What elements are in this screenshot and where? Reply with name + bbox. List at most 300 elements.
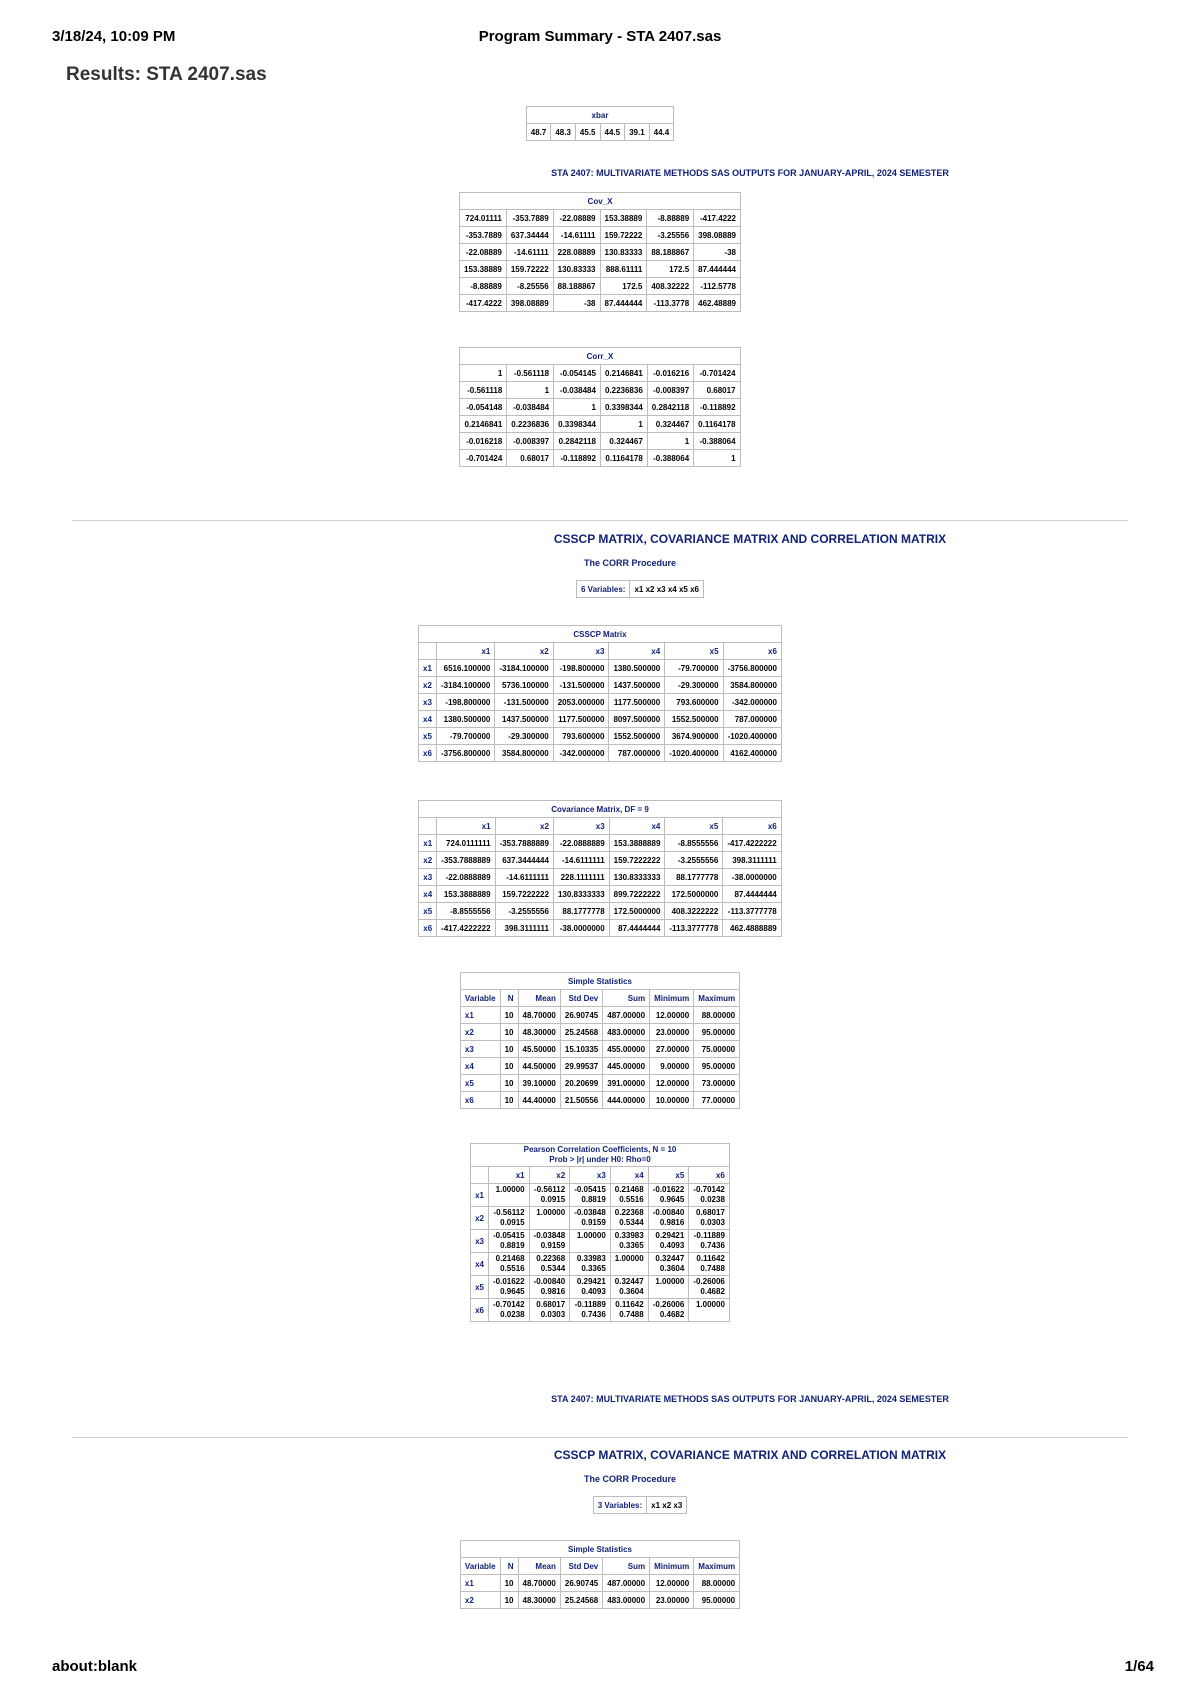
corner-cell	[471, 1167, 489, 1184]
table-cell: -0.008397	[647, 382, 693, 399]
table-cell: 26.90745	[560, 1007, 602, 1024]
header-row	[471, 1167, 730, 1184]
correlation-value: 0.22368	[536, 1254, 566, 1263]
correlation-value: -0.01622	[652, 1185, 685, 1194]
column-header: Variable	[460, 990, 500, 1007]
table-cell: -353.7888889	[495, 835, 553, 852]
covariance-table	[418, 800, 781, 937]
csscp-table	[418, 625, 782, 762]
table-cell: 75.00000	[694, 1041, 740, 1058]
divider	[72, 1437, 1128, 1438]
p-value: 0.3365	[619, 1241, 644, 1250]
xbar-table	[526, 106, 674, 141]
simple-stats-caption: Simple Statistics	[460, 1541, 739, 1558]
simple-stats-table	[460, 972, 740, 1109]
table-cell: 0.324467	[600, 433, 647, 450]
table-cell: 44.50000	[518, 1058, 560, 1075]
table-row	[471, 1184, 730, 1207]
correlation-cell	[570, 1276, 611, 1299]
table-cell: 39.1	[625, 124, 650, 141]
table-cell: 787.000000	[609, 745, 665, 762]
row-header: x5	[419, 903, 437, 920]
table-cell: 153.3888889	[609, 835, 665, 852]
table-row	[419, 677, 782, 694]
correlation-cell	[529, 1207, 570, 1230]
table-cell: 444.00000	[603, 1092, 650, 1109]
table-row	[471, 1253, 730, 1276]
table-cell: -22.08889	[553, 210, 600, 227]
table-cell: 483.00000	[603, 1592, 650, 1609]
table-cell: -417.4222	[460, 295, 507, 312]
row-header: x2	[471, 1207, 489, 1230]
xbar-block	[0, 106, 1200, 141]
table-cell: -0.054145	[554, 365, 601, 382]
table-cell: 0.68017	[694, 382, 740, 399]
corner-cell	[419, 643, 437, 660]
variables-block	[0, 1496, 1200, 1514]
table-row	[460, 1575, 739, 1592]
table-cell: -1020.400000	[723, 728, 781, 745]
table-cell: 153.38889	[600, 210, 647, 227]
simple-stats-caption: Simple Statistics	[460, 973, 739, 990]
table-cell: 724.0111111	[437, 835, 495, 852]
table-cell: 0.2842118	[554, 433, 601, 450]
table-cell: -0.118892	[554, 450, 601, 467]
table-cell: 1437.500000	[495, 711, 553, 728]
table-cell: 1437.500000	[609, 677, 665, 694]
correlation-value: -0.11889	[693, 1231, 725, 1240]
xbar-caption: xbar	[526, 107, 673, 124]
table-cell: -198.800000	[436, 694, 494, 711]
correlation-cell	[489, 1207, 530, 1230]
table-cell: 10	[500, 1092, 518, 1109]
corner-cell	[419, 818, 437, 835]
correlation-cell	[529, 1299, 570, 1322]
variables-label: 3 Variables:	[593, 1497, 646, 1514]
table-cell: 48.70000	[518, 1575, 560, 1592]
table-row	[460, 1092, 739, 1109]
column-header: Sum	[603, 990, 650, 1007]
table-cell: 9.00000	[650, 1058, 694, 1075]
correlation-cell	[489, 1253, 530, 1276]
table-cell: 130.83333	[553, 261, 600, 278]
table-cell: -342.000000	[553, 745, 609, 762]
correlation-value: -0.03848	[574, 1208, 606, 1217]
column-header: x4	[610, 1167, 648, 1184]
variables-table	[593, 1496, 688, 1514]
table-cell: 408.3222222	[665, 903, 723, 920]
column-header: x1	[437, 818, 495, 835]
table-cell: 5736.100000	[495, 677, 553, 694]
table-cell: 8097.500000	[609, 711, 665, 728]
row-header: x5	[471, 1276, 489, 1299]
header-row	[419, 818, 781, 835]
correlation-cell	[570, 1253, 611, 1276]
table-cell: 3674.900000	[665, 728, 723, 745]
table-cell: -38	[553, 295, 600, 312]
table-cell: -29.300000	[665, 677, 723, 694]
table-row	[419, 694, 782, 711]
table-cell: 3584.800000	[723, 677, 781, 694]
p-value: 0.5344	[540, 1264, 566, 1273]
table-cell: 408.32222	[647, 278, 694, 295]
table-row	[460, 295, 741, 312]
table-cell: 29.99537	[560, 1058, 602, 1075]
correlation-cell	[648, 1184, 689, 1207]
table-cell: 445.00000	[603, 1058, 650, 1075]
p-value: 0.4682	[700, 1287, 725, 1296]
csscp-block	[0, 625, 1200, 762]
table-cell: -0.054148	[460, 399, 507, 416]
table-cell: 0.324467	[647, 416, 693, 433]
table-cell: -8.25556	[506, 278, 553, 295]
table-cell: 73.00000	[694, 1075, 740, 1092]
p-value: 0.3365	[581, 1264, 606, 1273]
p-value: 0.4093	[659, 1241, 685, 1250]
table-cell: -22.0888889	[553, 835, 609, 852]
column-header: Maximum	[694, 1558, 740, 1575]
csscp-caption: CSSCP Matrix	[419, 626, 782, 643]
correlation-cell	[689, 1276, 730, 1299]
p-value: 0.9645	[500, 1287, 525, 1296]
correlation-value: 0.32447	[614, 1277, 644, 1286]
table-cell: 1552.500000	[609, 728, 665, 745]
correlation-value: 0.21468	[495, 1254, 525, 1263]
table-row	[419, 869, 781, 886]
table-cell: 12.00000	[650, 1007, 694, 1024]
table-cell: 48.30000	[518, 1024, 560, 1041]
section-title: STA 2407: MULTIVARIATE METHODS SAS OUTPUTS FOR JANUARY-APRIL, 2024 SEMESTER	[551, 168, 949, 178]
page-number: 1/64	[1124, 1658, 1154, 1675]
row-header: x1	[471, 1184, 489, 1207]
table-cell: 45.50000	[518, 1041, 560, 1058]
table-cell: 159.72222	[506, 261, 553, 278]
table-cell: -14.61111	[553, 227, 600, 244]
correlation-cell	[529, 1184, 570, 1207]
table-row	[471, 1207, 730, 1230]
table-cell: 1380.500000	[609, 660, 665, 677]
correlation-value: 1.00000	[614, 1254, 644, 1263]
table-cell: 44.5	[600, 124, 625, 141]
table-cell: -3.25556	[647, 227, 694, 244]
row-header: x1	[419, 835, 437, 852]
correlation-value: 0.33983	[576, 1254, 606, 1263]
table-row	[419, 660, 782, 677]
correlation-value: -0.01622	[493, 1277, 525, 1286]
table-cell: -353.7888889	[437, 852, 495, 869]
correlation-cell	[610, 1207, 648, 1230]
table-cell: 0.2146841	[600, 365, 647, 382]
correlation-cell	[648, 1276, 689, 1299]
table-cell: 724.01111	[460, 210, 507, 227]
pearson-caption: Pearson Correlation Coefficients, N = 10	[523, 1145, 677, 1154]
variables-list: x1 x2 x3	[647, 1497, 687, 1514]
table-cell: 398.08889	[694, 227, 741, 244]
table-cell: 48.70000	[518, 1007, 560, 1024]
correlation-value: 1.00000	[576, 1231, 606, 1240]
pearson-subcaption: Prob > |r| under H0: Rho=0	[549, 1155, 651, 1164]
table-row	[526, 124, 673, 141]
column-header: Mean	[518, 990, 560, 1007]
table-cell: -79.700000	[665, 660, 723, 677]
table-row	[419, 711, 782, 728]
table-cell: 20.20699	[560, 1075, 602, 1092]
p-value: 0.7488	[700, 1264, 725, 1273]
table-row	[471, 1276, 730, 1299]
table-cell: 159.7222222	[495, 886, 553, 903]
table-cell: 391.00000	[603, 1075, 650, 1092]
table-cell: 88.188867	[647, 244, 694, 261]
table-cell: 23.00000	[650, 1592, 694, 1609]
correlation-value: -0.11889	[574, 1300, 606, 1309]
p-value: 0.3604	[659, 1264, 685, 1273]
p-value: 0.9159	[540, 1241, 566, 1250]
column-header: Std Dev	[560, 1558, 602, 1575]
column-header: x2	[495, 818, 553, 835]
table-cell: -38	[694, 244, 741, 261]
row-header: x1	[419, 660, 437, 677]
p-value: 0.3604	[619, 1287, 644, 1296]
correlation-value: -0.00840	[533, 1277, 566, 1286]
table-cell: 637.34444	[506, 227, 553, 244]
row-header: x2	[419, 852, 437, 869]
correlation-cell	[689, 1253, 730, 1276]
table-cell: 10	[500, 1024, 518, 1041]
proc-title: The CORR Procedure	[583, 1474, 677, 1484]
table-row	[419, 835, 781, 852]
table-cell: 95.00000	[694, 1024, 740, 1041]
table-cell: -0.701424	[460, 450, 507, 467]
table-cell: 10	[500, 1007, 518, 1024]
table-cell: 12.00000	[650, 1075, 694, 1092]
table-cell: -113.3777778	[665, 920, 723, 937]
table-cell: -79.700000	[436, 728, 494, 745]
corr-x-table	[459, 347, 740, 467]
table-cell: 10.00000	[650, 1092, 694, 1109]
table-row	[471, 1230, 730, 1253]
simple-stats-block	[0, 972, 1200, 1109]
table-cell: 23.00000	[650, 1024, 694, 1041]
table-row	[460, 399, 740, 416]
correlation-cell	[489, 1230, 530, 1253]
p-value: 0.7488	[619, 1310, 644, 1319]
correlation-cell	[489, 1299, 530, 1322]
row-header: x3	[460, 1041, 500, 1058]
correlation-cell	[529, 1253, 570, 1276]
table-cell: -0.016216	[647, 365, 693, 382]
correlation-cell	[529, 1230, 570, 1253]
table-cell: 1177.500000	[553, 711, 609, 728]
cov-x-caption: Cov_X	[460, 193, 741, 210]
table-cell: -0.701424	[694, 365, 740, 382]
table-cell: -3.2555556	[665, 852, 723, 869]
correlation-value: 0.29421	[655, 1231, 685, 1240]
table-cell: 10	[500, 1041, 518, 1058]
table-row	[460, 1592, 739, 1609]
table-cell: 455.00000	[603, 1041, 650, 1058]
table-cell: 172.5	[600, 278, 647, 295]
table-cell: 899.7222222	[609, 886, 665, 903]
table-cell: 44.4	[649, 124, 674, 141]
p-value: 0.4093	[581, 1287, 606, 1296]
row-header: x3	[419, 869, 437, 886]
section-title: STA 2407: MULTIVARIATE METHODS SAS OUTPUTS FOR JANUARY-APRIL, 2024 SEMESTER	[551, 1394, 949, 1404]
correlation-value: -0.05415	[493, 1231, 525, 1240]
table-cell: -8.8555556	[437, 903, 495, 920]
table-cell: 130.8333333	[553, 886, 609, 903]
correlation-value: -0.00840	[652, 1208, 685, 1217]
correlation-cell	[648, 1299, 689, 1322]
column-header: x3	[570, 1167, 611, 1184]
column-header: x5	[665, 643, 723, 660]
table-cell: 153.3888889	[437, 886, 495, 903]
correlation-value: 1.00000	[495, 1185, 525, 1194]
correlation-cell	[489, 1276, 530, 1299]
header-row	[460, 990, 739, 1007]
table-cell: -29.300000	[495, 728, 553, 745]
row-header: x6	[460, 1092, 500, 1109]
table-cell: 1380.500000	[436, 711, 494, 728]
table-cell: -0.038484	[507, 399, 554, 416]
row-header: x6	[419, 920, 437, 937]
table-cell: -38.0000000	[723, 869, 781, 886]
table-cell: -14.6111111	[553, 852, 609, 869]
results-title: Results: STA 2407.sas	[66, 64, 267, 85]
table-cell: 0.1164178	[600, 450, 647, 467]
correlation-cell	[689, 1184, 730, 1207]
table-cell: 45.5	[575, 124, 600, 141]
correlation-value: -0.56112	[493, 1208, 525, 1217]
table-cell: 77.00000	[694, 1092, 740, 1109]
row-header: x3	[419, 694, 437, 711]
correlation-value: 0.21468	[614, 1185, 644, 1194]
column-header: x6	[723, 643, 781, 660]
correlation-value: 0.11642	[615, 1300, 644, 1309]
table-row	[460, 1075, 739, 1092]
covariance-caption: Covariance Matrix, DF = 9	[419, 801, 781, 818]
p-value: 0.5516	[619, 1195, 644, 1204]
correlation-value: -0.56112	[534, 1185, 566, 1194]
table-cell: 48.30000	[518, 1592, 560, 1609]
table-row	[460, 433, 740, 450]
table-row	[419, 903, 781, 920]
table-row	[419, 886, 781, 903]
table-cell: -131.500000	[495, 694, 553, 711]
correlation-cell	[570, 1299, 611, 1322]
table-cell: 0.2236836	[507, 416, 554, 433]
table-cell: 462.4888889	[723, 920, 781, 937]
row-header: x4	[419, 886, 437, 903]
table-cell: 228.1111111	[553, 869, 609, 886]
table-cell: 1	[647, 433, 693, 450]
table-row	[460, 261, 741, 278]
section-heading: CSSCP MATRIX, COVARIANCE MATRIX AND CORRELATION MATRIX	[553, 532, 947, 546]
table-cell: -14.61111	[506, 244, 553, 261]
table-cell: 159.72222	[600, 227, 647, 244]
section-heading: CSSCP MATRIX, COVARIANCE MATRIX AND CORRELATION MATRIX	[553, 1448, 947, 1462]
table-cell: -417.4222222	[437, 920, 495, 937]
correlation-cell	[689, 1230, 730, 1253]
row-header: x1	[460, 1007, 500, 1024]
table-cell: 48.7	[526, 124, 551, 141]
p-value: 0.0238	[700, 1195, 725, 1204]
correlation-cell	[610, 1253, 648, 1276]
column-header: x3	[553, 818, 609, 835]
simple-stats-table	[460, 1540, 740, 1609]
correlation-value: 0.33983	[614, 1231, 644, 1240]
table-cell: 88.00000	[694, 1575, 740, 1592]
p-value: 0.9159	[581, 1218, 606, 1227]
table-cell: 172.5000000	[665, 886, 723, 903]
column-header: Mean	[518, 1558, 560, 1575]
column-header: x2	[529, 1167, 570, 1184]
table-cell: 1177.500000	[609, 694, 665, 711]
table-cell: 3584.800000	[495, 745, 553, 762]
table-cell: 398.08889	[506, 295, 553, 312]
column-header: x6	[723, 818, 781, 835]
p-value: 0.4682	[659, 1310, 685, 1319]
table-cell: 10	[500, 1058, 518, 1075]
table-cell: 88.1777778	[553, 903, 609, 920]
correlation-value: -0.26006	[652, 1300, 685, 1309]
correlation-cell	[570, 1207, 611, 1230]
p-value: 0.8819	[581, 1195, 606, 1204]
table-cell: -0.388064	[694, 433, 740, 450]
table-cell: 130.8333333	[609, 869, 665, 886]
correlation-value: 1.00000	[695, 1300, 725, 1309]
correlation-value: 0.22368	[614, 1208, 644, 1217]
column-header: Std Dev	[560, 990, 602, 1007]
table-cell: -3184.100000	[495, 660, 553, 677]
table-cell: -3756.800000	[723, 660, 781, 677]
table-cell: 487.00000	[603, 1575, 650, 1592]
p-value: 0.5344	[619, 1218, 644, 1227]
covariance-block	[0, 800, 1200, 937]
table-cell: 159.7222222	[609, 852, 665, 869]
correlation-cell	[570, 1230, 611, 1253]
table-cell: -353.7889	[506, 210, 553, 227]
variables-list: x1 x2 x3 x4 x5 x6	[630, 581, 704, 598]
table-cell: 787.000000	[723, 711, 781, 728]
table-cell: 0.2146841	[460, 416, 507, 433]
table-cell: 0.68017	[507, 450, 554, 467]
column-header: x3	[553, 643, 609, 660]
p-value: 0.9816	[659, 1218, 685, 1227]
table-cell: 462.48889	[694, 295, 741, 312]
correlation-value: 0.68017	[695, 1208, 725, 1217]
table-cell: 487.00000	[603, 1007, 650, 1024]
p-value: 0.9645	[659, 1195, 685, 1204]
correlation-value: 0.68017	[536, 1300, 566, 1309]
table-cell: 1	[460, 365, 507, 382]
column-header: x4	[609, 818, 665, 835]
table-cell: 88.00000	[694, 1007, 740, 1024]
table-cell: 10	[500, 1575, 518, 1592]
table-cell: 21.50556	[560, 1092, 602, 1109]
table-row	[419, 920, 781, 937]
table-cell: 2053.000000	[553, 694, 609, 711]
table-row	[460, 1024, 739, 1041]
table-cell: 6516.100000	[436, 660, 494, 677]
table-cell: 637.3444444	[495, 852, 553, 869]
correlation-value: 1.00000	[536, 1208, 566, 1217]
table-cell: -113.3778	[647, 295, 694, 312]
table-cell: -0.561118	[460, 382, 507, 399]
column-header: x2	[495, 643, 553, 660]
table-cell: 87.444444	[600, 295, 647, 312]
table-cell: 172.5000000	[609, 903, 665, 920]
correlation-cell	[689, 1299, 730, 1322]
